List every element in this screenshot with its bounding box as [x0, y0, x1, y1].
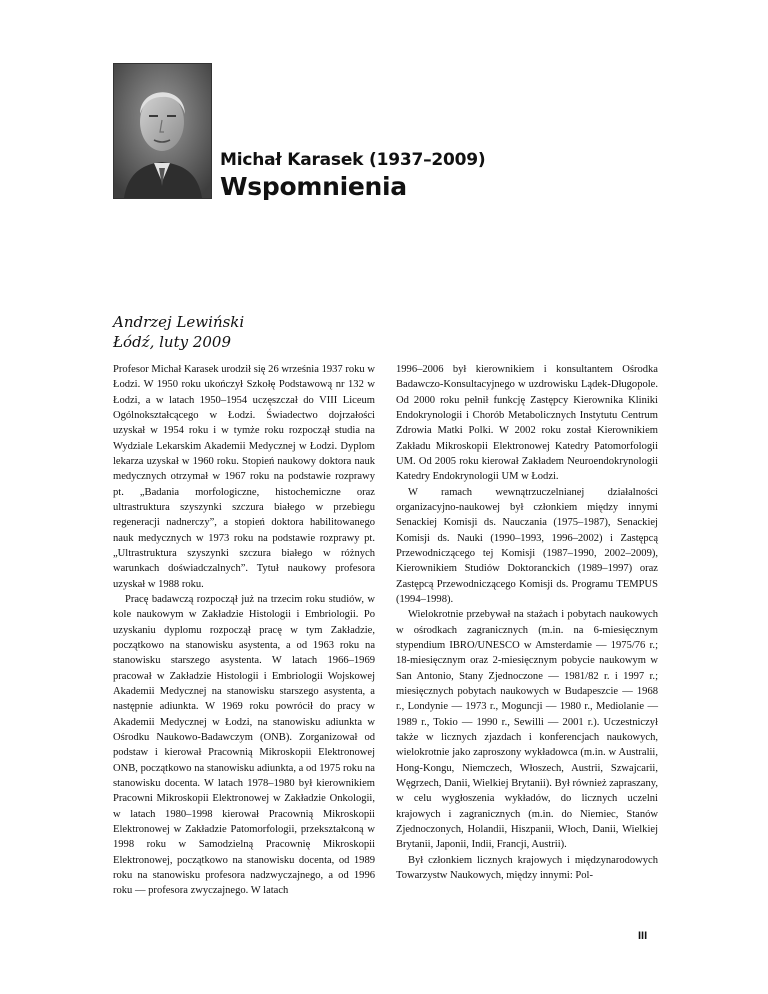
- paragraph: Był członkiem licznych krajowych i międzynarodowych Towarzystw Naukowych, między innymi: Pol-: [396, 854, 658, 881]
- author-name: Andrzej Lewiński: [113, 313, 245, 331]
- paragraph: W ramach wewnątrzuczelnianej działalności organizacyjno-naukowej był członkiem między innymi Senackiej Komisji ds. Nauczania (1975–1987), Senackiej Komisji ds. Nauki (1990–1993, 1996–2002) i Zastępcą Przewodniczącego tej Komisji (1987–1990, 2002–2009), Kierownikiem Studiów Doktoranckich (1989–1997) oraz Zastępcą Przewodniczącego Komisji ds. Programu TEMPUS (1994–1998).: [396, 486, 658, 605]
- text-column-right: [396, 362, 658, 883]
- paragraph: Wielokrotnie przebywał na stażach i pobytach naukowych w ośrodkach zagranicznych (m.in. na 6-miesięcznym stypendium IBRO/UNESCO w Amsterdamie — 1975/76 r.; 18-miesięcznym oraz 2-miesięcznym pobycie naukowym w San Antonio, Stany Zjednoczone — 1981/82 r. i 1997 r.; miesięcznych pobytach naukowych w Budapeszcie — 1968 r., Londynie — 1973 r., Moguncji — 1980 r., Mediolanie — 1989 r., Tokio — 1990 r., Sewilli — 2001 r.). Uczestniczył także w licznych zjazdach i konferencjach naukowych, wielokrotnie jako zaproszony wykładowca (m.in. w Australii, Hong-Kongu, Niemczech, Włoszech, Austrii, Szwajcarii, Węgrzech, Danii, Wielkiej Brytanii). Był również zapraszany, w celu wygłoszenia wykładów, do licznych uczelni krajowych i zagranicznych (m.in. do Niemiec, Stanów Zjednoczonych, Holandii, Hiszpanii, Włoch, Danii, Wielkiej Brytanii, Japonii, Indii, Francji, Austrii).: [396, 609, 658, 851]
- title-block: [220, 150, 485, 201]
- author-place-date: Łódź, luty 2009: [113, 333, 232, 351]
- page-title: Wspomnienia: [220, 172, 407, 201]
- page-number: III: [638, 930, 648, 942]
- portrait-photo: [113, 63, 212, 199]
- byline: [113, 312, 244, 352]
- paragraph: 1996–2006 był kierownikiem i konsultantem Ośrodka Badawczo-Konsultacyjnego w uzdrowisku Lądek-Długopole. Od 2000 roku pełnił funkcję Zastępcy Kierownika Kliniki Endokrynologii i Chorób Metabolicznych Instytutu Centrum Zdrowia Matki Polki. W 2002 roku został Kierownikiem Zakładu Mikroskopii Elektronowej Katedry Patomorfologii UM. Od 2005 roku kierował Zakładem Neuroendokrynologii Katedry Endokrynologii UM w Łodzi.: [396, 364, 658, 483]
- paragraph: Pracę badawczą rozpoczął już na trzecim roku studiów, w kole naukowym w Zakładzie Histologii i Embriologii. Po uzyskaniu dyplomu rozpoczął pracę w tym Zakładzie, początkowo na stanowisku asystenta, a od 1963 roku na stanowisku starszego asystenta. W latach 1966–1969 pracował w Zakładzie Histologii i Embriologii Wojskowej Akademii Medycznej na stanowisku starszego asystenta, a następnie adiunkta. W 1969 roku powrócił do pracy w Akademii Medycznej w Łodzi, na stanowisku adiunkta w Ośrodku Naukowo-Badawczym (ONB). Zorganizował od podstaw i kierował Pracownią Mikroskopii Elektronowej ONB, początkowo na stanowisku adiunkta, a od 1975 roku na stanowisku docenta. W latach 1978–1980 był kierownikiem Pracowni Mikroskopii Elektronowej w Zakładzie Onkologii, w latach 1980–1998 kierował Pracownią Mikroskopii Elektronowej w Zakładzie Patomorfologii, przekształconą w 1998 roku w Samodzielną Pracownię Mikroskopii Elektronowej, początkowo na stanowisku docenta, od 1989 roku na stanowisku profesora nadzwyczajnego, a od 1996 roku — profesora zwyczajnego. W latach: [113, 593, 375, 897]
- text-column-left: [113, 362, 375, 898]
- name-years-heading: Michał Karasek (1937–2009): [220, 150, 486, 170]
- paragraph: Profesor Michał Karasek urodził się 26 września 1937 roku w Łodzi. W 1950 roku ukończył Szkołę Podstawową nr 132 w Łodzi, a w latach 1950–1954 uczęszczał do VIII Liceum Ogólnokształcącego w Łodzi. Świadectwo dojrzałości uzyskał w 1954 roku i w tymże roku rozpoczął studia na Wydziale Lekarskim Akademii Medycznej w Łodzi. Dyplom lekarza uzyskał w 1960 roku. Stopień naukowy doktora nauk medycznych otrzymał w 1967 roku na podstawie rozprawy pt. „Badania morfologiczne, histochemiczne oraz ultrastruktura szyszynki szczura białego w przebiegu regeneracji nadnerczy”, a stopień doktora habilitowanego nauk medycznych w 1973 roku na podstawie rozprawy pt. „Ultrastruktura szyszynki szczura białego w różnych warunkach doświadczalnych”. Tytuł naukowy profesora uzyskał w 1988 roku.: [113, 364, 375, 590]
